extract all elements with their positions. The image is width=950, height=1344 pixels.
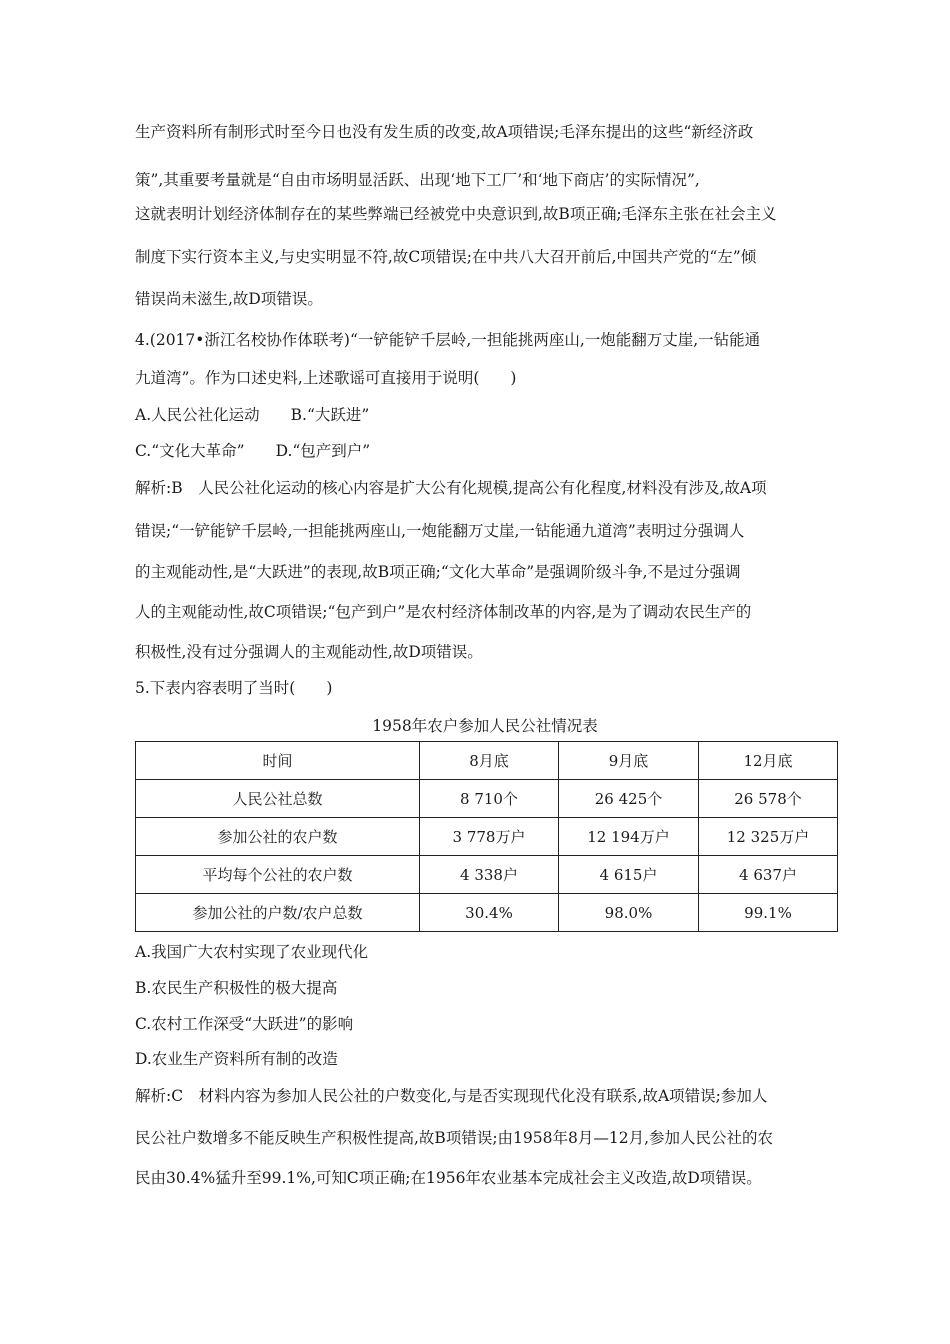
table-header-cell: 8月底 [420, 742, 559, 780]
commune-table [135, 741, 838, 932]
table-caption: 1958年农户参加人民公社情况表 [372, 717, 598, 735]
question-5-option-c: C.农村工作深受“大跃进”的影响 [135, 1015, 354, 1033]
table-row [136, 856, 838, 894]
table-cell: 参加公社的户数/农户总数 [136, 894, 420, 932]
analysis-line: 错误;“一铲能铲千层岭,一担能挑两座山,一炮能翻万丈崖,一钻能通九道湾”表明过分强调人 [135, 522, 745, 540]
table-header-row [136, 742, 838, 780]
table-cell: 12 325万户 [699, 818, 838, 856]
question-4-options-ab: A.人民公社化运动 B.“大跃进” [135, 406, 370, 424]
table-row [136, 894, 838, 932]
analysis-line: 民公社户数增多不能反映生产积极性提高,故B项错误;由1958年8月—12月,参加人民公社的农 [135, 1129, 774, 1147]
table-cell: 4 338户 [420, 856, 559, 894]
table-cell: 人民公社总数 [136, 780, 420, 818]
table-cell: 26 578个 [699, 780, 838, 818]
analysis-line: 的主观能动性,是“大跃进”的表现,故B项正确;“文化大革命”是强调阶级斗争,不是过分强调 [135, 563, 741, 581]
table-cell: 参加公社的农户数 [136, 818, 420, 856]
table-header-cell: 9月底 [559, 742, 699, 780]
question-4-stem: 九道湾”。作为口述史料,上述歌谣可直接用于说明( ) [135, 369, 517, 387]
table-cell: 4 637户 [699, 856, 838, 894]
table-row [136, 818, 838, 856]
table-cell: 98.0% [559, 894, 699, 932]
table-cell: 30.4% [420, 894, 559, 932]
table-cell: 8 710个 [420, 780, 559, 818]
table-header-cell: 12月底 [699, 742, 838, 780]
table-cell: 12 194万户 [559, 818, 699, 856]
analysis-line: 解析:C 材料内容为参加人民公社的户数变化,与是否实现现代化没有联系,故A项错误;参加人 [135, 1087, 768, 1105]
text-line: 错误尚未滋生,故D项错误。 [135, 290, 323, 308]
analysis-line: 民由30.4%猛升至99.1%,可知C项正确;在1956年农业基本完成社会主义改造,故D项错误。 [135, 1169, 762, 1187]
text-line: 策”,其重要考量就是“自由市场明显活跃、出现‘地下工厂’和‘地下商店’的实际情况”, [135, 171, 700, 189]
question-5-option-d: D.农业生产资料所有制的改造 [135, 1050, 338, 1068]
text-line: 生产资料所有制形式时至今日也没有发生质的改变,故A项错误;毛泽东提出的这些“新经济政 [135, 123, 754, 141]
table-cell: 99.1% [699, 894, 838, 932]
analysis-line: 积极性,没有过分强调人的主观能动性,故D项错误。 [135, 643, 483, 661]
question-4-stem: 4.(2017•浙江名校协作体联考)“一铲能铲千层岭,一担能挑两座山,一炮能翻万丈崖,一钻能通 [135, 331, 761, 349]
text-line: 这就表明计划经济体制存在的某些弊端已经被党中央意识到,故B项正确;毛泽东主张在社会主义 [135, 205, 777, 223]
question-5-option-a: A.我国广大农村实现了农业现代化 [135, 943, 369, 961]
analysis-line: 人的主观能动性,故C项错误;“包产到户”是农村经济体制改革的内容,是为了调动农民生产的 [135, 603, 752, 621]
question-4-options-cd: C.“文化大革命” D.“包产到户” [135, 442, 371, 460]
table-cell: 平均每个公社的农户数 [136, 856, 420, 894]
table-cell: 3 778万户 [420, 818, 559, 856]
table-header-cell: 时间 [136, 742, 420, 780]
analysis-line: 解析:B 人民公社化运动的核心内容是扩大公有化规模,提高公有化程度,材料没有涉及,故A项 [135, 479, 767, 497]
table-cell: 4 615户 [559, 856, 699, 894]
text-line: 制度下实行资本主义,与史实明显不符,故C项错误;在中共八大召开前后,中国共产党的“左”倾 [135, 248, 757, 266]
table-row [136, 780, 838, 818]
question-5-option-b: B.农民生产积极性的极大提高 [135, 979, 338, 997]
table-cell: 26 425个 [559, 780, 699, 818]
question-5-stem: 5.下表内容表明了当时( ) [135, 679, 333, 697]
